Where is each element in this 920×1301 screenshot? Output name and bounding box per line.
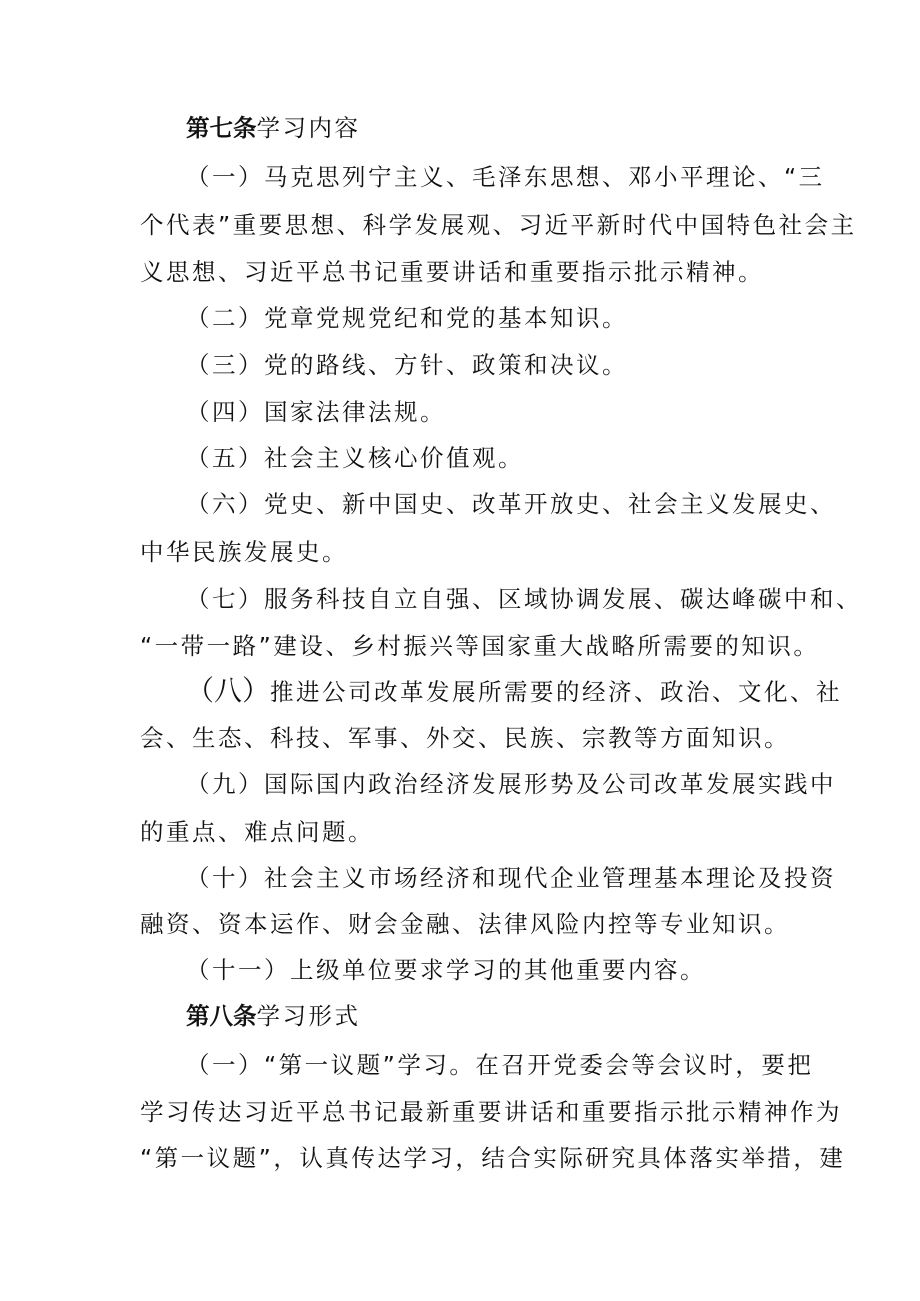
paragraph-line: “一带一路”建设、乡村振兴等国家重大战略所需要的知识。 bbox=[140, 632, 820, 660]
paragraph-line: （六）党史、新中国史、改革开放史、社会主义发展史、 bbox=[186, 490, 836, 518]
item-number: （八） bbox=[186, 674, 271, 707]
paragraph-line: 义思想、习近平总书记重要讲话和重要指示批示精神。 bbox=[140, 258, 764, 286]
paragraph-line: 中华民族发展史。 bbox=[140, 538, 348, 566]
paragraph-line: （一）“第一议题”学习。在召开党委会等会议时，要把 bbox=[186, 1051, 814, 1079]
paragraph-line: （五）社会主义核心价值观。 bbox=[186, 444, 524, 472]
paragraph-line: （三）党的路线、方针、政策和决议。 bbox=[186, 351, 628, 379]
paragraph-line: 融资、资本运作、财会金融、法律风险内控等专业知识。 bbox=[140, 910, 790, 938]
article-8-heading bbox=[186, 1001, 836, 1031]
paragraph-line: 学习传达习近平总书记最新重要讲话和重要指示批示精神作为 bbox=[140, 1098, 842, 1126]
article-title: 学习内容 bbox=[256, 114, 361, 142]
article-title: 学习形式 bbox=[256, 1002, 361, 1030]
paragraph-line: 的重点、难点问题。 bbox=[140, 818, 374, 846]
paragraph-line: 个代表”重要思想、科学发展观、习近平新时代中国特色社会主 bbox=[140, 211, 857, 239]
article-7-heading bbox=[186, 113, 836, 143]
paragraph-line: （二）党章党规党纪和党的基本知识。 bbox=[186, 304, 628, 332]
paragraph-line bbox=[186, 674, 843, 707]
paragraph-line: （十一）上级单位要求学习的其他重要内容。 bbox=[186, 956, 706, 984]
paragraph-line: （一）马克思列宁主义、毛泽东思想、邓小平理论、“三 bbox=[186, 163, 825, 191]
paragraph-line: 会、生态、科技、军事、外交、民族、宗教等方面知识。 bbox=[140, 724, 790, 752]
paragraph-line: （九）国际国内政治经济发展形势及公司改革发展实践中 bbox=[186, 770, 836, 798]
paragraph-text: 推进公司改革发展所需要的经济、政治、文化、社 bbox=[270, 678, 843, 706]
paragraph-line: “第一议题”，认真传达学习，结合实际研究具体落实举措，建 bbox=[140, 1144, 846, 1172]
paragraph-line: （四）国家法律法规。 bbox=[186, 398, 446, 426]
article-number: 第八条 bbox=[186, 1002, 257, 1030]
paragraph-line: （七）服务科技自立自强、区域协调发展、碳达峰碳中和、 bbox=[186, 585, 862, 613]
paragraph-line: （十）社会主义市场经济和现代企业管理基本理论及投资 bbox=[186, 864, 836, 892]
article-number: 第七条 bbox=[186, 114, 257, 142]
